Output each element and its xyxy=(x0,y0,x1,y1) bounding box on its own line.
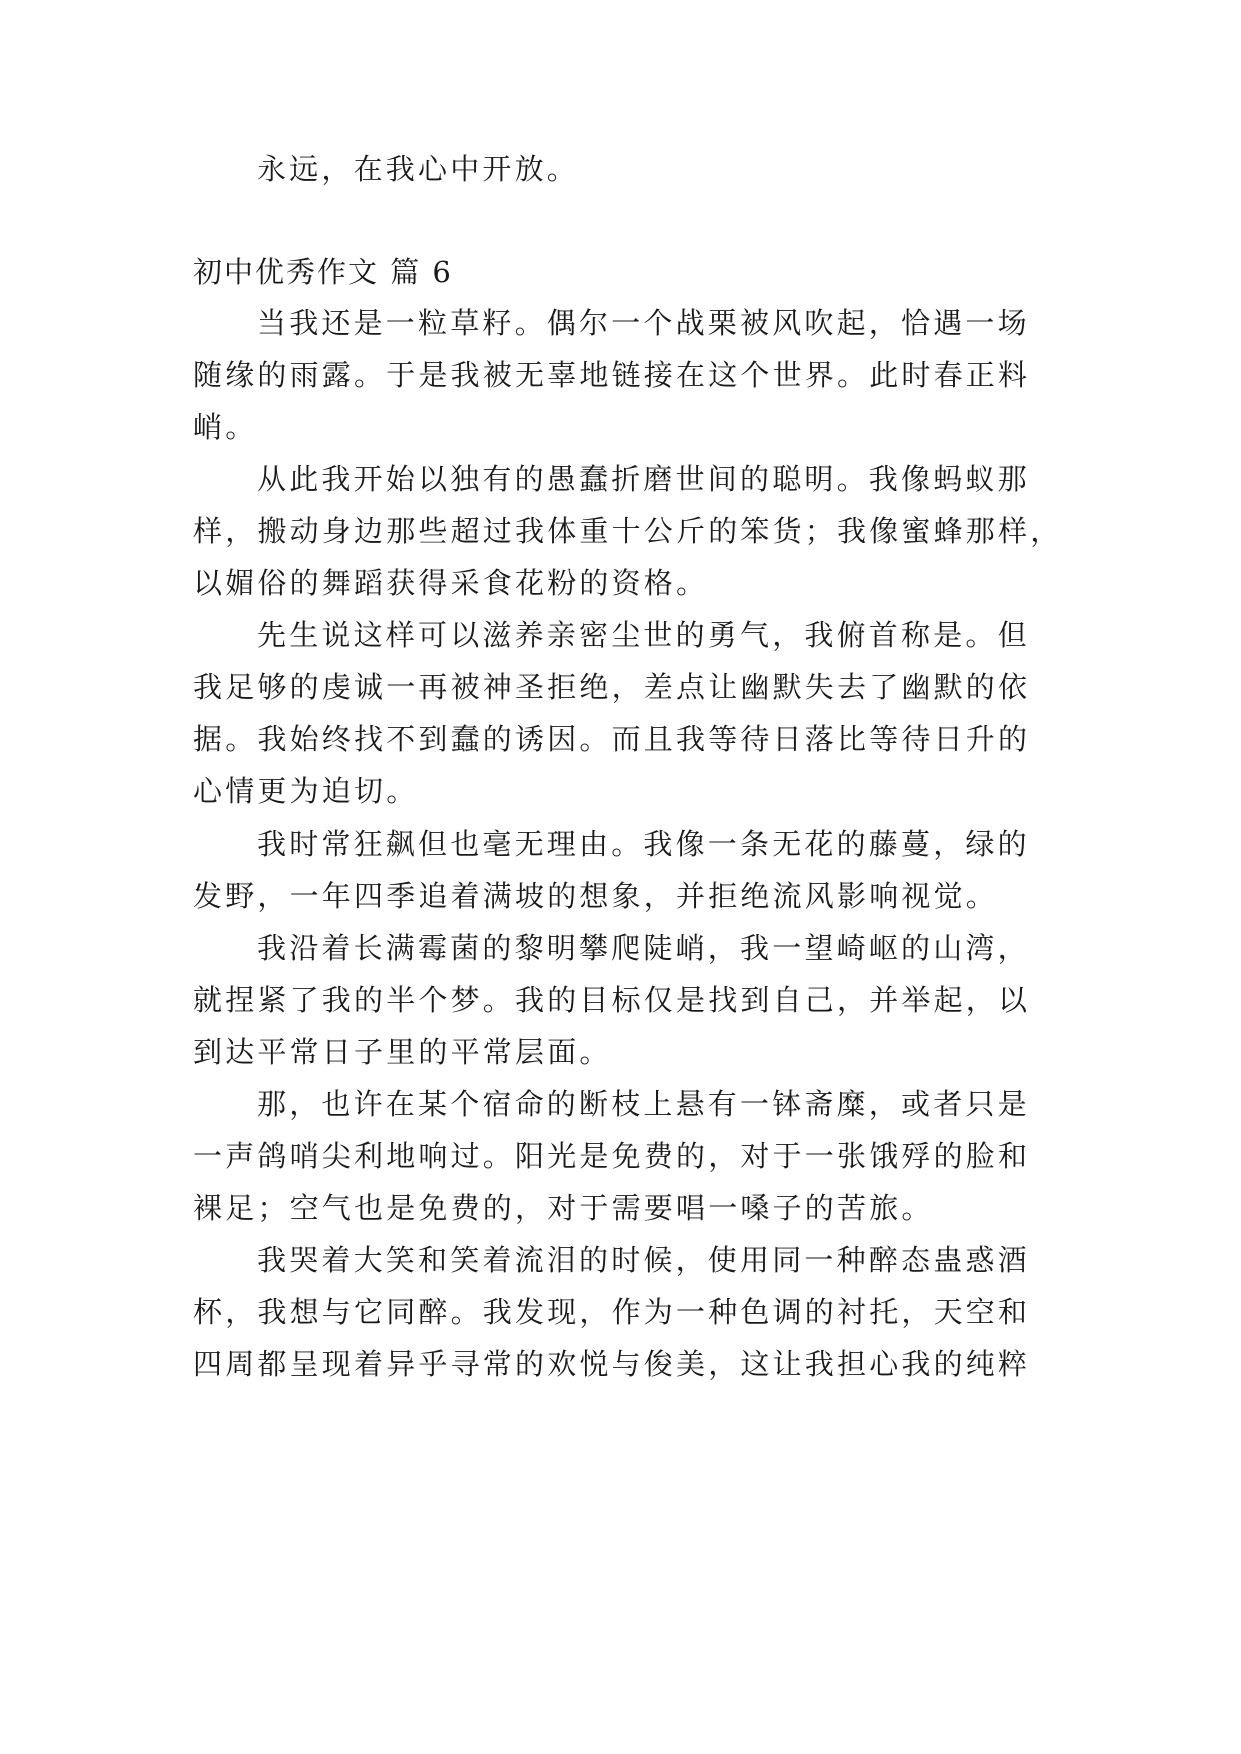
paragraph-line: 随缘的雨露。于是我被无辜地链接在这个世界。此时春正料 xyxy=(193,358,1031,392)
paragraph-line: 那，也许在某个宿命的断枝上悬有一钵斋糜，或者只是 xyxy=(257,1087,1030,1121)
paragraph-line: 峭。 xyxy=(193,410,258,444)
paragraph-line: 当我还是一粒草籽。偶尔一个战栗被风吹起，恰遇一场 xyxy=(257,306,1030,340)
paragraph-line: 就捏紧了我的半个梦。我的目标仅是找到自己，并举起，以 xyxy=(193,983,1031,1017)
paragraph-line: 杯，我想与它同醉。我发现，作为一种色调的衬托，天空和 xyxy=(193,1295,1031,1329)
paragraph-line: 到达平常日子里的平常层面。 xyxy=(193,1035,612,1069)
paragraph-line: 据。我始终找不到蠢的诱因。而且我等待日落比等待日升的 xyxy=(193,722,1031,756)
paragraph-line: 以媚俗的舞蹈获得采食花粉的资格。 xyxy=(193,566,709,600)
paragraph-line: 我足够的虔诚一再被神圣拒绝，差点让幽默失去了幽默的依 xyxy=(193,670,1031,704)
paragraph-line: 心情更为迫切。 xyxy=(193,774,419,808)
paragraph-line: 我时常狂飙但也毫无理由。我像一条无花的藤蔓，绿的 xyxy=(257,827,1030,861)
paragraph-line: 发野，一年四季追着满坡的想象，并拒绝流风影响视觉。 xyxy=(193,879,999,913)
paragraph-line: 样，搬动身边那些超过我体重十公斤的笨货；我像蜜蜂那样， xyxy=(193,514,1063,548)
section-heading: 初中优秀作文 篇 6 xyxy=(193,255,453,289)
paragraph-line: 我沿着长满霉菌的黎明攀爬陡峭，我一望崎岖的山湾， xyxy=(257,931,1030,965)
paragraph-line: 一声鸽哨尖利地响过。阳光是免费的，对于一张饿殍的脸和 xyxy=(193,1139,1031,1173)
paragraph-line: 裸足；空气也是免费的，对于需要唱一嗓子的苦旅。 xyxy=(193,1191,934,1225)
paragraph-line: 四周都呈现着异乎寻常的欢悦与俊美，这让我担心我的纯粹 xyxy=(193,1347,1031,1381)
paragraph-line: 我哭着大笑和笑着流泪的时候，使用同一种醉态蛊惑酒 xyxy=(257,1243,1030,1277)
paragraph-line: 先生说这样可以滋养亲密尘世的勇气，我俯首称是。但 xyxy=(257,618,1030,652)
paragraph-line: 从此我开始以独有的愚蠢折磨世间的聪明。我像蚂蚁那 xyxy=(257,462,1030,496)
closing-paragraph: 永远，在我心中开放。 xyxy=(257,152,580,186)
